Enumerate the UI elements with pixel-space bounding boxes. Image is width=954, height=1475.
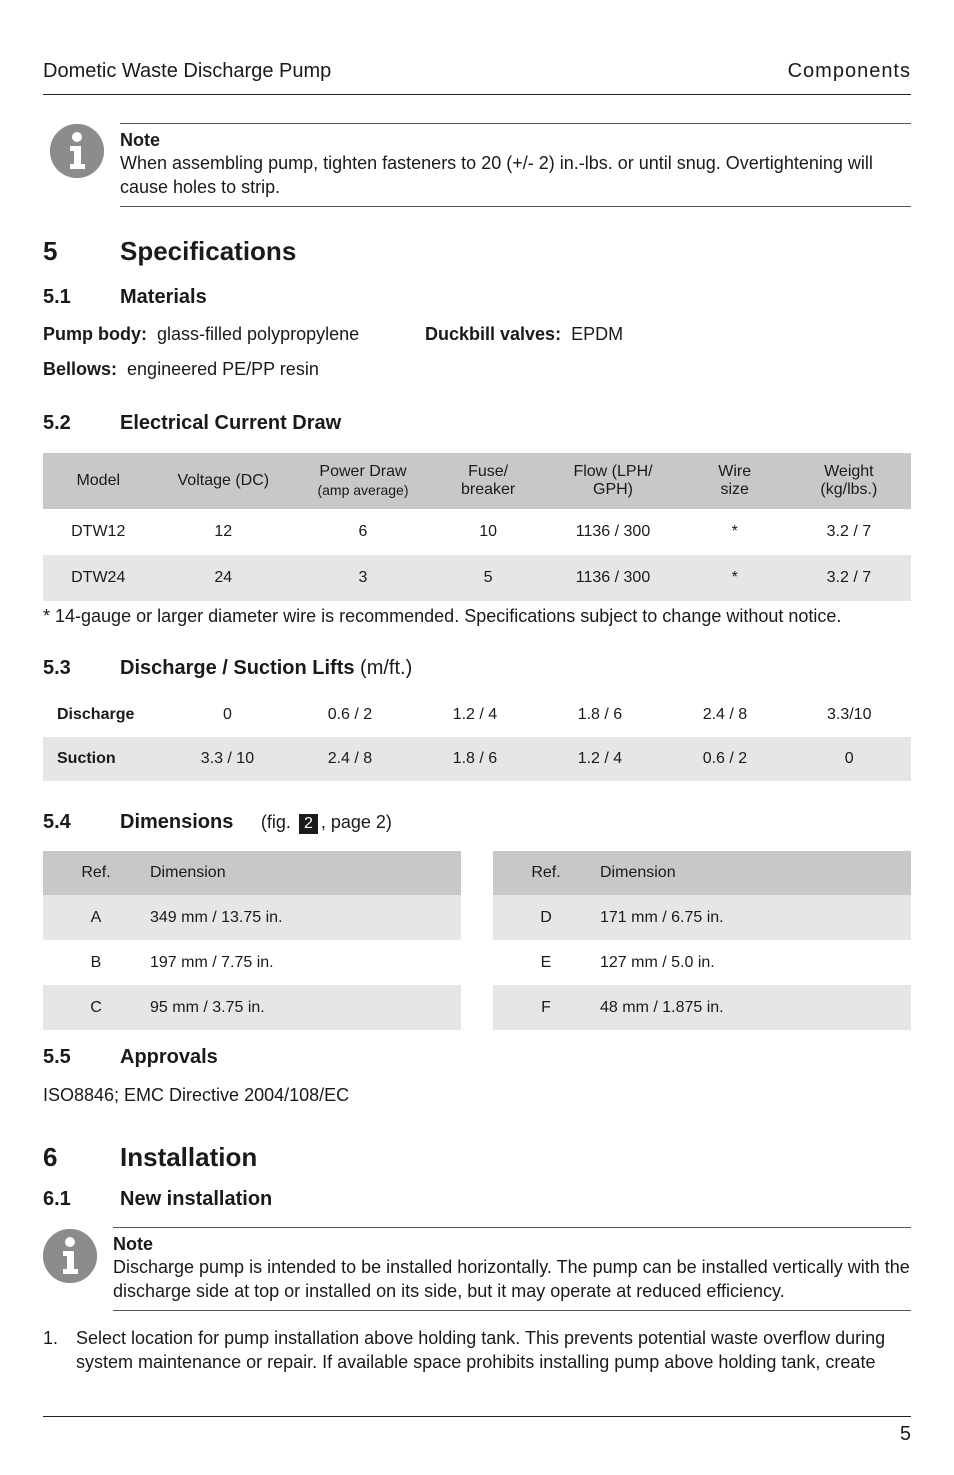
table-row: DTW12 12 6 10 1136 / 300 * 3.2 / 7 [71,523,872,540]
subsection-heading-electrical: 5.2 Electrical Current Draw [43,412,342,434]
table-header-row: Model Voltage (DC) Power Draw (amp average) Fuse/ breaker Flow (LPH/ GPH) Wire size Weight (kg/lbs.) [43,453,911,509]
dimensions-table-right [493,851,911,1030]
lifts-table [43,693,911,781]
page-header [43,60,911,95]
section-name: Components [787,60,911,82]
info-icon [50,124,104,178]
note-text: When assembling pump, tighten fasteners to 20 (+/- 2) in.-lbs. or until snug. Overtightening will cause holes to strip. [120,153,873,197]
electrical-table [43,453,911,601]
table-row: Suction 3.3 / 10 2.4 / 8 1.8 / 6 1.2 / 4 0.6 / 2 0 [43,737,911,781]
bellows-spec: Bellows: engineered PE/PP resin [43,359,319,379]
subsection-heading-dimensions: 5.4 Dimensions (fig. 2 , page 2) [43,811,392,833]
info-icon [43,1229,97,1283]
note-text: Discharge pump is intended to be installed horizontally. The pump can be installed vertically with the discharge side at top or installed on its side, but it may operate at reduced efficiency. [113,1257,910,1301]
step-text: Select location for pump installation above holding tank. This prevents potential waste overflow during system maintenance or repair. If available space prohibits installing pump above holding tank, create [76,1328,886,1372]
duckbill-spec: Duckbill valves: EPDM [425,324,624,344]
table-header-row: Ref. Dimension [43,851,461,895]
table-row: A 349 mm / 13.75 in. [43,895,461,940]
subsection-heading-new-installation: 6.1 New installation [43,1188,273,1210]
note-title: Note [120,130,160,150]
subsection-heading-approvals: 5.5 Approvals [43,1046,218,1068]
dimensions-table-left [43,851,461,1030]
note-box [120,123,911,207]
table-row: Discharge 0 0.6 / 2 1.2 / 4 1.8 / 6 2.4 / 8 3.3/10 [57,706,872,723]
electrical-footnote: * 14-gauge or larger diameter wire is recommended. Specifications subject to change without notice. [43,606,842,626]
table-row: B 197 mm / 7.75 in. [90,953,274,971]
section-heading-installation: 6 Installation [43,1142,258,1172]
subsection-heading-lifts: 5.3 Discharge / Suction Lifts (m/ft.) [43,657,413,679]
table-header-row: Ref. Dimension [493,851,911,895]
table-row: C 95 mm / 3.75 in. [43,985,461,1030]
footer-divider [43,1416,911,1417]
figure-number-badge: 2 [299,814,318,834]
section-heading-specifications: 5 Specifications [43,236,297,266]
table-row: E 127 mm / 5.0 in. [540,953,715,971]
subsection-heading-materials: 5.1 Materials [43,286,207,308]
step-number: 1. [43,1328,59,1348]
table-row: D 171 mm / 6.75 in. [493,895,911,940]
table-row: F 48 mm / 1.875 in. [493,985,911,1030]
pump-body-spec: Pump body: glass-filled polypropylene [43,324,360,344]
note-title: Note [113,1234,153,1254]
note-box [113,1227,911,1311]
document-title: Dometic Waste Discharge Pump [43,60,332,82]
page-number: 5 [899,1423,911,1445]
table-row: DTW24 24 3 5 1136 / 300 * 3.2 / 7 [43,555,911,601]
approvals-text: ISO8846; EMC Directive 2004/108/EC [43,1085,350,1105]
